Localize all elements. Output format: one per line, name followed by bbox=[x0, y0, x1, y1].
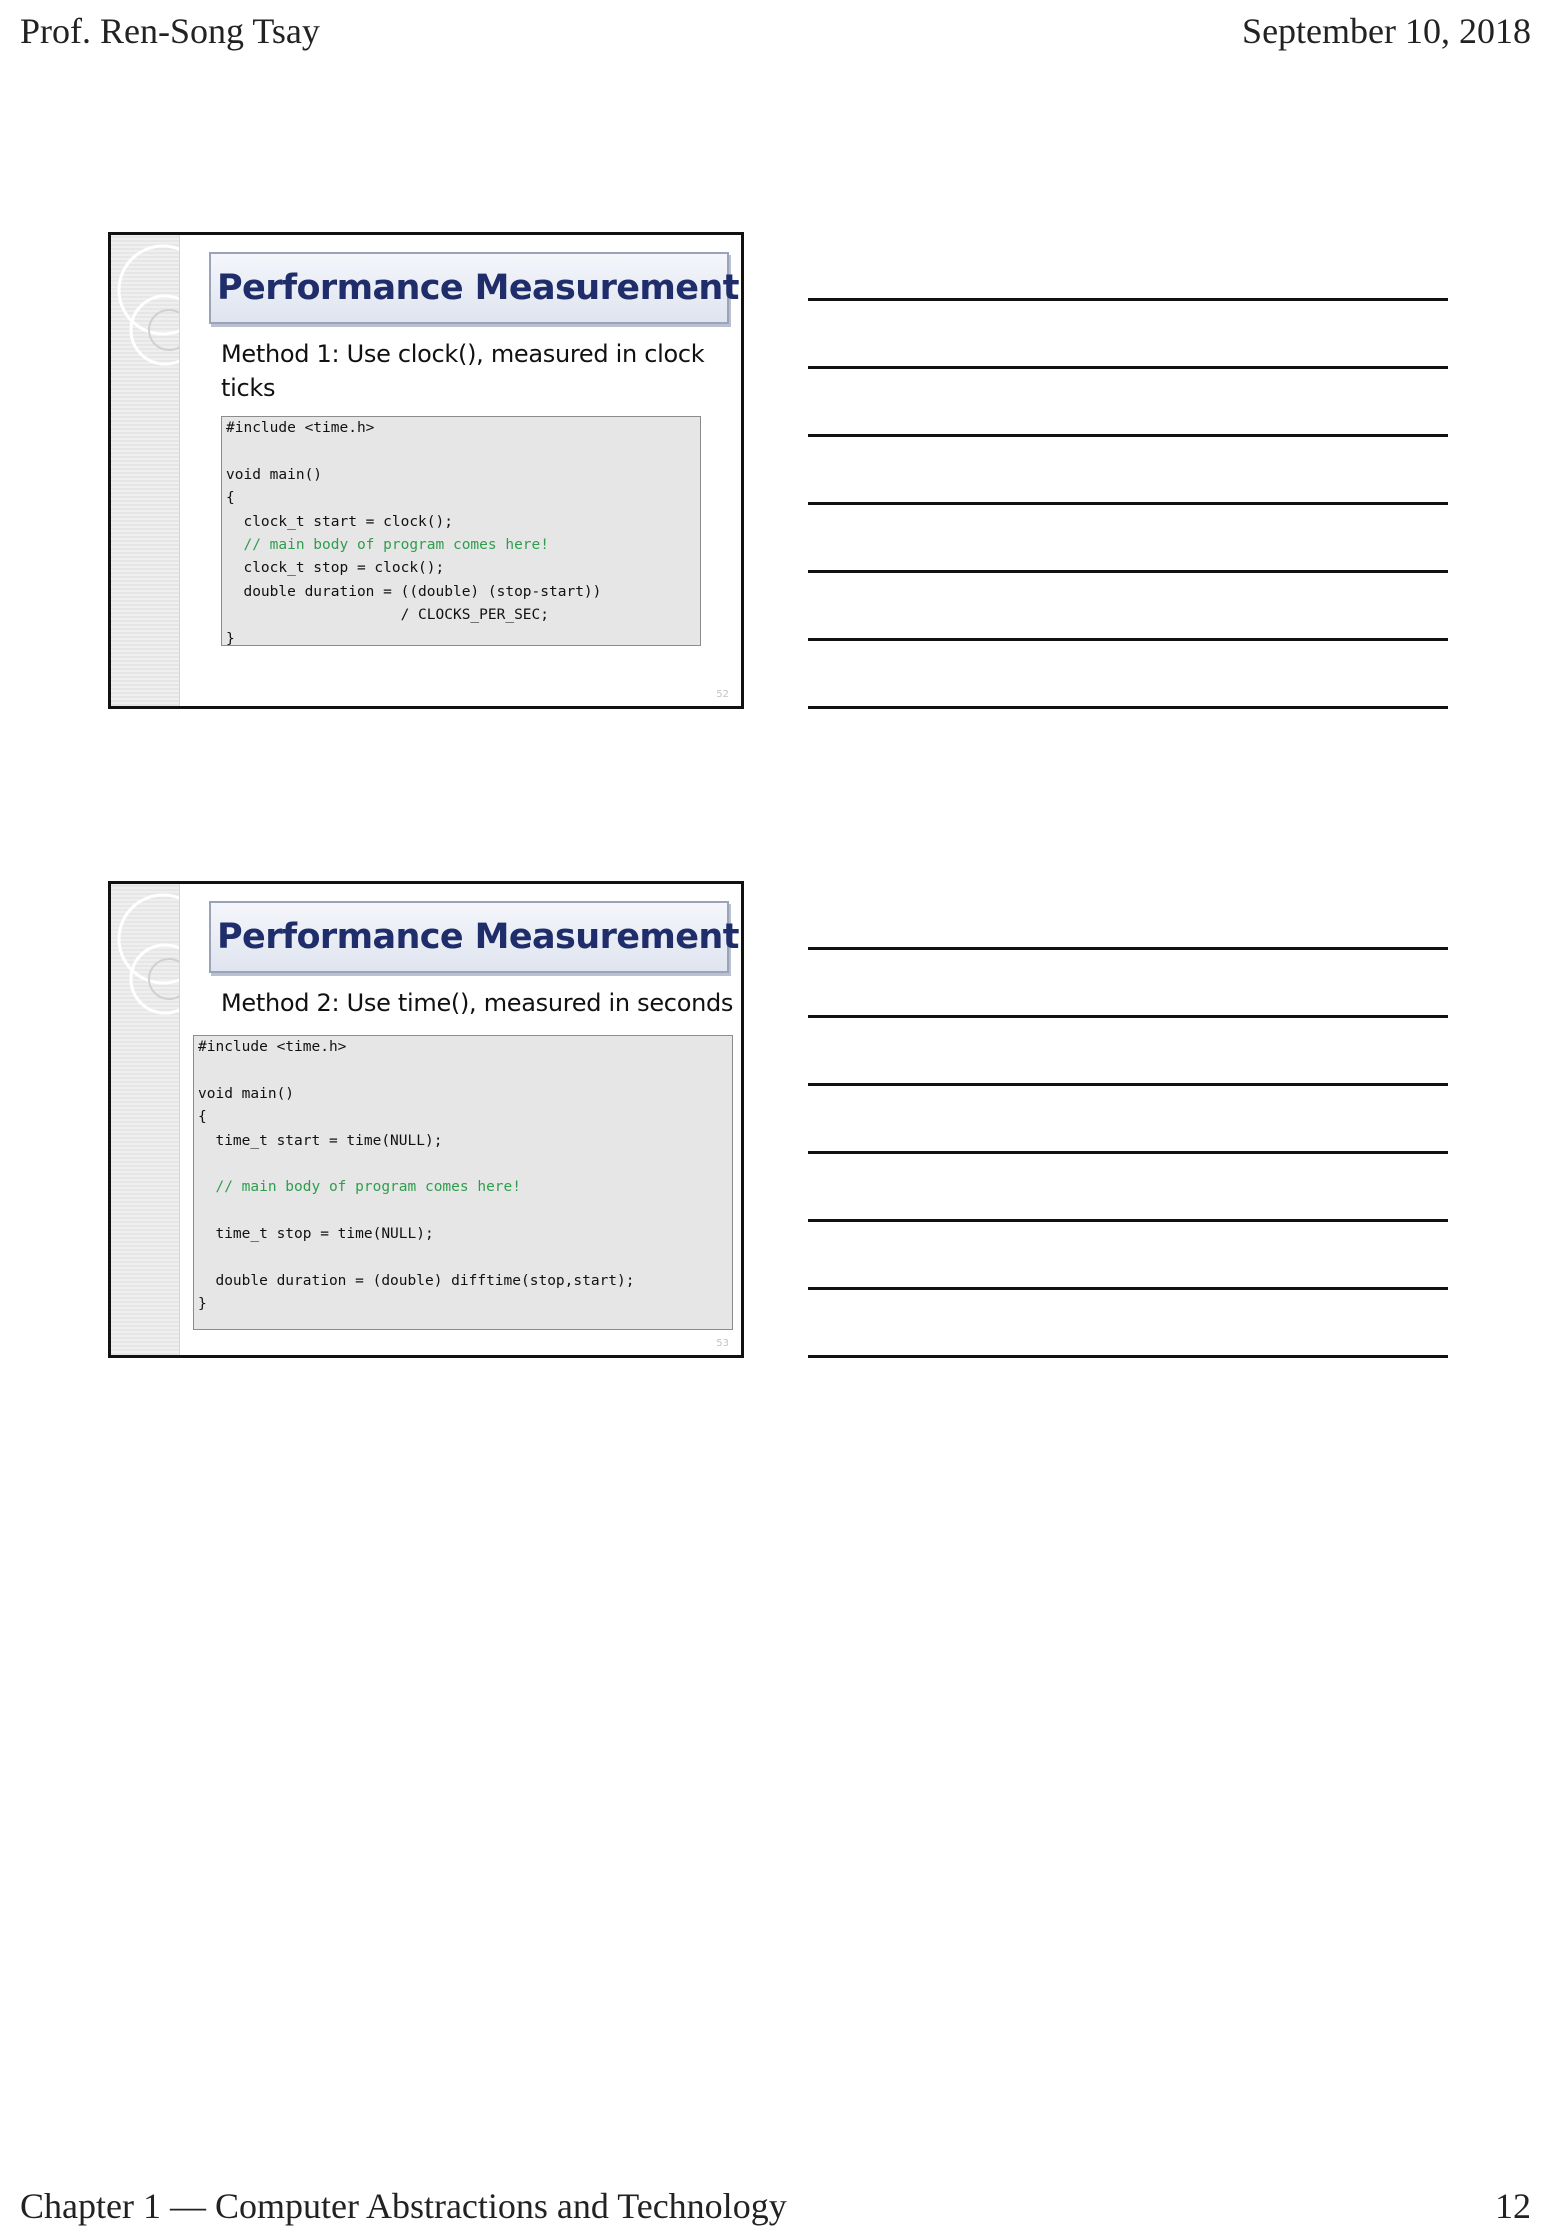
swirl-decoration-icon bbox=[111, 884, 179, 1084]
code-line bbox=[198, 1059, 728, 1082]
slide-thumbnail-1 bbox=[108, 232, 744, 709]
slide-title: Performance Measurement bbox=[217, 917, 739, 957]
note-line bbox=[808, 298, 1448, 301]
code-line: void main() bbox=[226, 466, 323, 483]
code-line bbox=[198, 1200, 728, 1223]
author-header: Prof. Ren-Song Tsay bbox=[20, 11, 320, 51]
note-line bbox=[808, 1015, 1448, 1018]
note-line bbox=[808, 1355, 1448, 1358]
slide-number: 53 bbox=[716, 1338, 729, 1349]
code-line: double duration = (double) difftime(stop,start); bbox=[198, 1272, 635, 1289]
note-line bbox=[808, 502, 1448, 505]
note-line bbox=[808, 1287, 1448, 1290]
method-text: Method 1: Use clock(), measured in clock ticks bbox=[221, 340, 705, 402]
code-line: #include <time.h> bbox=[198, 1039, 347, 1055]
code-comment-line: // main body of program comes here! bbox=[198, 1179, 522, 1196]
note-line bbox=[808, 434, 1448, 437]
note-line bbox=[808, 947, 1448, 950]
slide-thumbnail-2 bbox=[108, 881, 744, 1358]
code-line: { bbox=[198, 1109, 207, 1126]
note-line bbox=[808, 706, 1448, 709]
code-block bbox=[193, 1035, 733, 1330]
code-line: / CLOCKS_PER_SEC; bbox=[226, 607, 550, 624]
code-line: void main() bbox=[198, 1085, 295, 1102]
note-line bbox=[808, 570, 1448, 573]
code-line: time_t start = time(NULL); bbox=[198, 1132, 443, 1149]
code-line: time_t stop = time(NULL); bbox=[198, 1226, 434, 1243]
slide-title-bar bbox=[209, 901, 739, 973]
note-line bbox=[808, 366, 1448, 369]
page-number: 12 bbox=[1495, 2186, 1531, 2226]
code-block bbox=[221, 416, 701, 646]
code-line bbox=[226, 440, 696, 463]
code-line: #include <time.h> bbox=[226, 420, 375, 436]
code-comment-line: // main body of program comes here! bbox=[226, 536, 550, 553]
slide-decoration bbox=[111, 235, 180, 706]
date-header: September 10, 2018 bbox=[1242, 11, 1531, 51]
note-line bbox=[808, 1151, 1448, 1154]
code-line: clock_t start = clock(); bbox=[226, 513, 453, 530]
slide-title: Performance Measurement bbox=[217, 268, 739, 308]
method-text: Method 2: Use time(), measured in seconds bbox=[221, 989, 734, 1017]
note-line bbox=[808, 1219, 1448, 1222]
code-line: } bbox=[226, 630, 235, 647]
code-line: } bbox=[198, 1296, 207, 1313]
code-line: double duration = ((double) (stop-start)) bbox=[226, 583, 602, 600]
slide-title-bar bbox=[209, 252, 739, 324]
swirl-decoration-icon bbox=[111, 235, 179, 435]
code-line bbox=[198, 1247, 728, 1270]
note-line bbox=[808, 1083, 1448, 1086]
slide-number: 52 bbox=[716, 689, 729, 700]
chapter-footer: Chapter 1 — Computer Abstractions and Technology bbox=[20, 2186, 787, 2226]
code-line: { bbox=[226, 490, 235, 507]
code-line bbox=[198, 1153, 728, 1176]
slide-decoration bbox=[111, 884, 180, 1355]
note-line bbox=[808, 638, 1448, 641]
code-line: clock_t stop = clock(); bbox=[226, 560, 445, 577]
